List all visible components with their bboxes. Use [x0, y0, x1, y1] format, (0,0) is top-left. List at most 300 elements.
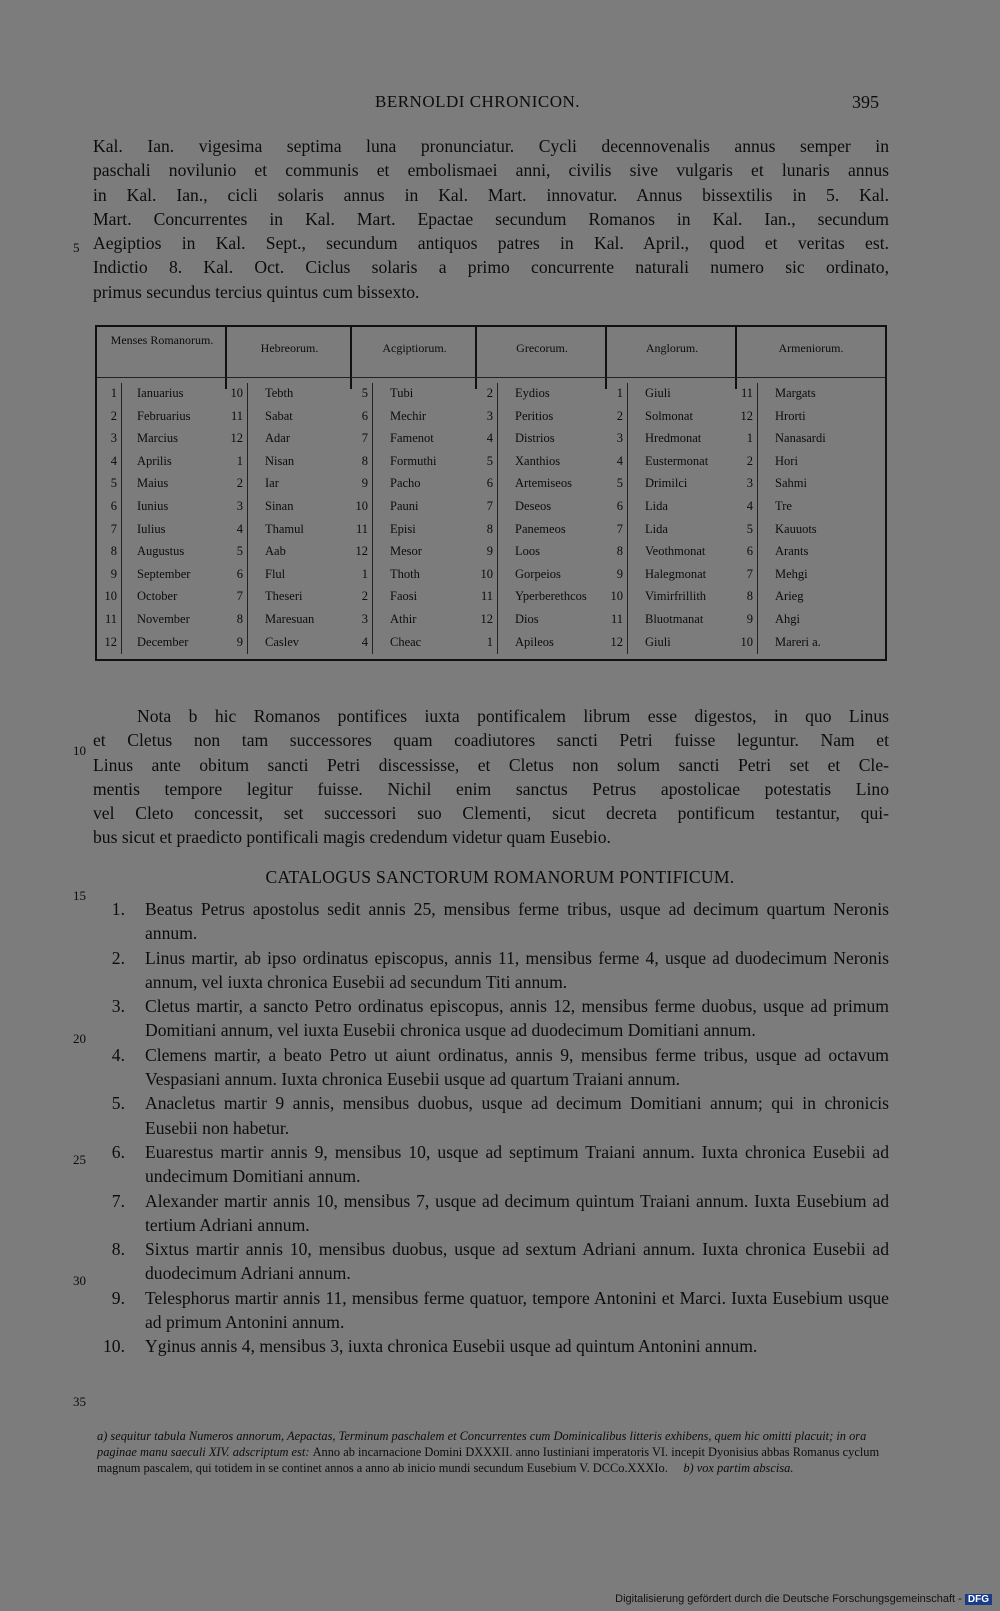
number-separator	[372, 473, 373, 496]
number-separator	[627, 564, 628, 587]
month-name: Arants	[775, 544, 809, 559]
number-separator	[627, 541, 628, 564]
number-separator	[757, 609, 758, 632]
intro-paragraph	[93, 134, 889, 304]
month-number: 11	[355, 521, 368, 536]
number-separator	[121, 609, 122, 632]
number-separator	[247, 406, 248, 429]
month-number: 11	[480, 589, 493, 604]
number-separator	[121, 632, 122, 655]
number-separator	[497, 541, 498, 564]
table-header-cell: Hebreorum.	[260, 341, 319, 355]
month-name: October	[137, 589, 178, 604]
number-separator	[627, 519, 628, 542]
month-name: Vimirfrillith	[645, 589, 707, 604]
month-name: Xanthios	[515, 453, 561, 468]
month-number: 5	[746, 521, 753, 536]
number-separator	[247, 632, 248, 655]
month-name: Giuli	[645, 386, 671, 400]
month-name: Halegmonat	[645, 566, 707, 581]
catalogue-entry	[93, 897, 889, 946]
month-name: Dios	[515, 612, 539, 626]
entry-text: Clemens martir, a beato Petro ut aiunt ordinatus, annis 9, mensibus ferme tribus, usque ad octavum Vespasiani annum. Iuxta chronica Eusebii usque ad quartum Traiani annum.	[145, 1044, 889, 1090]
month-name: Panemeos	[515, 521, 566, 536]
month-number: 12	[740, 408, 753, 423]
running-header	[0, 92, 1000, 120]
footnote-b: b) vox partim abscisa.	[683, 1461, 794, 1475]
month-number: 4	[616, 453, 623, 468]
number-separator	[247, 428, 248, 451]
text-line: Indictio 8. Kal. Oct. Ciclus solaris a primo concurrente naturali numero sic ordinato,	[93, 257, 889, 278]
month-name: Margats	[775, 386, 816, 400]
entry-number: 4.	[111, 1044, 125, 1065]
month-number: 11	[104, 612, 117, 626]
month-number: 8	[746, 589, 753, 604]
month-number: 5	[616, 476, 623, 491]
number-separator	[247, 473, 248, 496]
number-separator	[627, 406, 628, 429]
month-name: Mareri a.	[775, 634, 821, 649]
month-number: 6	[486, 476, 493, 491]
month-name: Distrios	[515, 431, 555, 446]
table-row	[97, 541, 885, 564]
month-number: 7	[746, 566, 753, 581]
month-name: Tubi	[390, 386, 414, 400]
table-header-cell: Acgiptiorum.	[382, 341, 447, 355]
month-number: 1	[746, 431, 753, 446]
entry-text: Alexander martir annis 10, mensibus 7, usque ad decimum quintum Traiani annum. Iuxta Eusebium ad tertium Adriani annum.	[145, 1190, 889, 1235]
month-name: Thoth	[390, 566, 420, 581]
month-number: 1	[236, 453, 243, 468]
entry-number: 10.	[103, 1336, 125, 1357]
month-number: 2	[746, 453, 753, 468]
month-name: Mehgi	[775, 566, 808, 581]
month-number: 5	[486, 453, 493, 468]
catalogue-entry	[93, 1286, 889, 1335]
header-divider	[475, 327, 477, 389]
month-number: 6	[616, 499, 623, 513]
number-separator	[497, 406, 498, 429]
month-number: 4	[361, 634, 368, 649]
month-name: Deseos	[515, 499, 552, 513]
month-name: Nanasardi	[775, 431, 826, 446]
month-name: Maius	[137, 476, 169, 491]
number-separator	[497, 609, 498, 632]
month-number: 8	[486, 521, 493, 536]
number-separator	[121, 473, 122, 496]
entry-text: Beatus Petrus apostolus sedit annis 25, mensibus ferme tribus, usque ad decimum quartum Neronis annum.	[145, 899, 889, 944]
footnote-a-italic: a) sequitur tabula Numeros annorum, Aepactas, Terminum paschalem et Concurrentes cum Dominicalibus litteris exhibens, quem hic omitti placuit; in ora paginae manu saeculi XIV. adscriptum est:	[97, 1429, 867, 1459]
month-name: December	[137, 634, 189, 649]
month-number: 7	[110, 521, 117, 536]
month-number: 6	[110, 499, 117, 513]
month-number: 1	[616, 386, 623, 400]
month-name: Lida	[645, 499, 668, 513]
month-name: Kauuots	[775, 521, 817, 536]
month-number: 7	[236, 589, 243, 604]
month-name: Lida	[645, 521, 668, 536]
header-divider	[735, 327, 737, 389]
catalogue-entry	[93, 1334, 889, 1358]
entry-number: 2.	[111, 947, 125, 968]
month-name: Athir	[390, 612, 417, 626]
month-name: Solmonat	[645, 408, 693, 423]
month-name: Mechir	[390, 408, 427, 423]
month-number: 2	[486, 386, 493, 400]
text-line: et Cletus non tam successores quam coadiutores sancti Petri fuisse leguntur. Nam et	[93, 730, 889, 751]
month-number: 8	[236, 612, 243, 626]
month-name: Augustus	[137, 544, 185, 559]
month-number: 4	[486, 431, 493, 446]
month-number: 11	[230, 408, 243, 423]
header-divider	[225, 327, 227, 389]
month-name: Pauni	[390, 499, 419, 513]
month-number: 1	[486, 634, 493, 649]
month-name: Eustermonat	[645, 453, 709, 468]
number-separator	[757, 473, 758, 496]
table-row	[97, 496, 885, 519]
number-separator	[121, 406, 122, 429]
month-name: Formuthi	[390, 453, 437, 468]
month-number: 6	[361, 408, 368, 423]
entry-text: Sixtus martir annis 10, mensibus duobus, usque ad sextum Adriani annum. Iuxta chronica Eusebii ad duodecimum Adriani annum.	[145, 1239, 889, 1284]
month-number: 9	[236, 634, 243, 649]
month-number: 12	[104, 634, 117, 649]
number-separator	[757, 586, 758, 609]
month-name: Loos	[515, 544, 540, 559]
number-separator	[247, 383, 248, 406]
month-number: 7	[616, 521, 623, 536]
month-number: 2	[361, 589, 368, 604]
entry-number: 8.	[111, 1239, 125, 1260]
month-name: Arieg	[775, 589, 804, 604]
month-name: Sahmi	[775, 476, 807, 491]
month-name: Nisan	[265, 453, 295, 468]
catalogue-entry	[93, 1043, 889, 1092]
month-number: 8	[110, 544, 117, 559]
number-separator	[497, 383, 498, 406]
month-number: 10	[610, 589, 623, 604]
text-line: Nota b hic Romanos pontifices iuxta pontificalem librum esse digestos, in quo Linus	[137, 706, 889, 726]
number-separator	[247, 586, 248, 609]
catalogue-entry	[93, 994, 889, 1043]
month-number: 6	[746, 544, 753, 559]
month-name: Iunius	[137, 499, 169, 513]
month-name: Faosi	[390, 589, 418, 604]
entry-number: 5.	[111, 1093, 125, 1114]
number-separator	[372, 383, 373, 406]
month-number: 8	[361, 453, 368, 468]
month-name: Cheac	[390, 634, 422, 649]
number-separator	[372, 632, 373, 655]
month-name: Famenot	[390, 431, 434, 446]
catalogue-title: CATALOGUS SANCTORUM ROMANORUM PONTIFICUM.	[265, 867, 735, 887]
month-number: 9	[110, 566, 117, 581]
text-line: Mart. Concurrentes in Kal. Mart. Epactae secundum Romanos in Kal. Ian., secundum	[93, 208, 889, 229]
number-separator	[121, 451, 122, 474]
table-row	[97, 473, 885, 496]
table-row	[97, 564, 885, 587]
table-header-cell: Grecorum.	[516, 341, 568, 355]
table-row	[97, 428, 885, 451]
catalogue-entry	[93, 1237, 889, 1286]
line-number: 20	[73, 1031, 86, 1046]
month-name: September	[137, 566, 191, 581]
number-separator	[497, 632, 498, 655]
number-separator	[497, 496, 498, 519]
month-name: November	[137, 612, 190, 626]
month-number: 11	[610, 612, 623, 626]
month-name: Hrorti	[775, 408, 806, 423]
month-number: 2	[616, 408, 623, 423]
number-separator	[372, 564, 373, 587]
month-number: 8	[616, 544, 623, 559]
table-header-cell: Anglorum.	[645, 341, 699, 355]
table-row	[97, 519, 885, 542]
text-line: paschali novilunio et communis et embolismaei anni, civilis sive vulgaris et lunaris annus	[93, 160, 889, 181]
month-number: 7	[486, 499, 493, 513]
month-number: 4	[110, 453, 117, 468]
month-number: 9	[616, 566, 623, 581]
entry-number: 7.	[111, 1190, 125, 1211]
table-header-cell: Armeniorum.	[778, 341, 844, 355]
number-separator	[627, 609, 628, 632]
text-line: mentis tempore legitur fuisse. Nichil enim sanctus Petrus apostolicae potestatis Lino	[93, 778, 889, 799]
month-name: Aprilis	[137, 453, 172, 468]
number-separator	[757, 383, 758, 406]
running-title: BERNOLDI CHRONICON.	[375, 92, 580, 111]
number-separator	[247, 609, 248, 632]
text-line: bus sicut et praedicto pontificali magis credendum videtur quam Eusebio.	[93, 827, 611, 848]
entry-text: Cletus martir, a sancto Petro ordinatus episcopus, annis 12, mensibus ferme duobus, usque ad primum Domitiani annum, vel iuxta Eusebii chronica usque ad duodecimum Domitiani annum.	[145, 996, 889, 1041]
month-number: 12	[480, 612, 493, 626]
month-name: Gorpeios	[515, 566, 561, 581]
month-name: Caslev	[265, 634, 300, 649]
header-rule	[97, 377, 885, 378]
month-number: 4	[236, 521, 243, 536]
table-header-cell: Menses Romanorum.	[110, 333, 214, 347]
month-name: Iulius	[137, 521, 166, 536]
number-separator	[247, 541, 248, 564]
month-number: 3	[110, 431, 117, 446]
month-name: Veothmonat	[645, 544, 706, 559]
number-separator	[627, 632, 628, 655]
number-separator	[627, 428, 628, 451]
header-divider	[605, 327, 607, 389]
number-separator	[497, 473, 498, 496]
month-name: Aab	[265, 544, 286, 559]
number-separator	[627, 451, 628, 474]
month-name: Marcius	[137, 431, 178, 446]
month-name: Flul	[265, 566, 286, 581]
month-number: 2	[236, 476, 243, 491]
number-separator	[372, 519, 373, 542]
month-number: 3	[486, 408, 493, 423]
number-separator	[497, 428, 498, 451]
month-number: 3	[361, 612, 368, 626]
line-number: 30	[73, 1273, 86, 1288]
number-separator	[627, 586, 628, 609]
number-separator	[247, 564, 248, 587]
number-separator	[121, 428, 122, 451]
month-name: Yperberethcos	[515, 589, 587, 604]
number-separator	[121, 383, 122, 406]
text-line: in Kal. Ian., cicli solaris annus in Kal. Mart. innovatur. Annus bissextilis in 5. Kal.	[93, 184, 889, 205]
number-separator	[247, 496, 248, 519]
number-separator	[372, 406, 373, 429]
table-row	[97, 383, 885, 406]
month-number: 5	[236, 544, 243, 559]
number-separator	[372, 496, 373, 519]
entry-number: 1.	[111, 899, 125, 919]
pontiff-catalogue	[93, 897, 889, 1359]
table-row	[97, 632, 885, 655]
table-row	[97, 586, 885, 609]
month-number: 9	[361, 476, 368, 491]
month-name: Apileos	[515, 634, 554, 649]
entry-text: Anacletus martir 9 annis, mensibus duobus, usque ad decimum Domitiani annum; qui in chronicis Eusebii non habetur.	[145, 1093, 889, 1138]
number-separator	[372, 609, 373, 632]
number-separator	[757, 564, 758, 587]
text-line: Linus ante obitum sancti Petri discessisse, et Cletus non solum sancti Petri set et Cle-	[93, 754, 889, 775]
month-number: 11	[740, 386, 753, 400]
month-name: Iar	[265, 476, 279, 491]
catalogue-entry	[93, 1189, 889, 1238]
table-row	[97, 451, 885, 474]
entry-text: Euarestus martir annis 9, mensibus 10, usque ad septimum Traiani annum. Iuxta chronica Eusebii ad undecimum Domitiani annum.	[145, 1141, 889, 1187]
text-line: vel Cleto concessit, set successori suo Clementi, sicut decreta pontificum testantur, qui-	[93, 803, 889, 824]
month-name: Tebth	[265, 386, 294, 400]
number-separator	[627, 496, 628, 519]
month-number: 3	[746, 476, 753, 491]
month-name: Mesor	[390, 544, 422, 559]
dfg-logo: DFG	[965, 1594, 992, 1605]
month-name: Maresuan	[265, 612, 315, 626]
month-number: 6	[236, 566, 243, 581]
entry-number: 9.	[111, 1287, 125, 1308]
text-line: Aegiptios in Kal. Sept., secundum antiquos patres in Kal. April., quod et veritas est.	[93, 233, 889, 254]
month-number: 5	[110, 476, 117, 491]
entry-number: 6.	[111, 1141, 125, 1162]
month-number: 3	[236, 499, 243, 513]
month-name: Sabat	[265, 408, 293, 423]
credit-text: Digitalisierung gefördert durch die Deutsche Forschungsgemeinschaft -	[615, 1593, 962, 1605]
month-name: Hredmonat	[645, 431, 702, 446]
month-name: Adar	[265, 431, 290, 446]
number-separator	[627, 383, 628, 406]
number-separator	[757, 519, 758, 542]
month-name: Peritios	[515, 408, 554, 423]
month-number: 12	[610, 634, 623, 649]
month-number: 9	[746, 612, 753, 626]
nota-paragraph	[93, 704, 889, 850]
entry-text: Telesphorus martir annis 11, mensibus ferme quatuor, tempore Antonini et Marci. Iuxta Eusebium usque ad primum Antonini annum.	[145, 1287, 889, 1333]
catalogue-entry	[93, 1091, 889, 1140]
number-separator	[627, 473, 628, 496]
line-number: 15	[73, 888, 86, 903]
number-separator	[372, 586, 373, 609]
month-number: 3	[616, 431, 623, 446]
line-number: 25	[73, 1152, 86, 1167]
table-row	[97, 609, 885, 632]
month-number: 4	[746, 499, 753, 513]
footnote-a-plain: Anno ab incarnacione Domini DXXXII. anno Iustiniani imperatoris VI. incepit Dyonisius abbas Romanus cyclum magnum pascalem, qui totidem in se continet annos a anno ab inicio mundi secundum Eusebium V. DCCo.XXXIo.	[97, 1445, 880, 1475]
number-separator	[121, 564, 122, 587]
line-number: 10	[73, 743, 86, 758]
number-separator	[757, 496, 758, 519]
number-separator	[757, 406, 758, 429]
month-name: Drimilci	[645, 476, 688, 491]
catalogue-entry	[93, 946, 889, 995]
catalogue-entry	[93, 1140, 889, 1189]
number-separator	[757, 541, 758, 564]
number-separator	[497, 451, 498, 474]
month-number: 12	[355, 544, 368, 559]
line-number: 5	[73, 240, 80, 255]
month-name: Ianuarius	[137, 386, 184, 400]
month-number: 1	[361, 566, 368, 581]
text-line: Kal. Ian. vigesima septima luna pronunciatur. Cycli decennovenalis annus semper in	[93, 136, 889, 156]
number-separator	[372, 451, 373, 474]
months-table	[95, 325, 887, 661]
number-separator	[121, 496, 122, 519]
header-divider	[350, 327, 352, 389]
digitization-credit	[615, 1593, 992, 1605]
month-name: Februarius	[137, 408, 191, 423]
month-number: 9	[486, 544, 493, 559]
number-separator	[121, 519, 122, 542]
month-number: 2	[110, 408, 117, 423]
month-name: Eydios	[515, 386, 550, 400]
number-separator	[121, 586, 122, 609]
month-number: 10	[480, 566, 493, 581]
number-separator	[247, 451, 248, 474]
footnotes	[97, 1428, 887, 1476]
month-name: Pacho	[390, 476, 421, 491]
month-name: Sinan	[265, 499, 294, 513]
entry-text: Yginus annis 4, mensibus 3, iuxta chronica Eusebii usque ad quintum Antonini annum.	[145, 1336, 758, 1357]
number-separator	[372, 541, 373, 564]
number-separator	[497, 564, 498, 587]
month-number: 5	[361, 386, 368, 400]
number-separator	[757, 428, 758, 451]
month-name: Artemiseos	[515, 476, 572, 491]
month-name: Ahgi	[775, 612, 800, 626]
number-separator	[497, 586, 498, 609]
month-name: Episi	[390, 521, 416, 536]
month-name: Theseri	[265, 589, 303, 604]
number-separator	[121, 541, 122, 564]
text-line: primus secundus tercius quintus cum bissexto.	[93, 281, 420, 302]
month-number: 7	[361, 431, 368, 446]
number-separator	[247, 519, 248, 542]
month-number: 10	[740, 634, 753, 649]
number-separator	[757, 451, 758, 474]
number-separator	[372, 428, 373, 451]
month-number: 12	[230, 431, 243, 446]
number-separator	[497, 519, 498, 542]
page-number: 395	[852, 92, 879, 112]
month-name: Hori	[775, 453, 798, 468]
line-number: 35	[73, 1394, 86, 1409]
month-number: 10	[355, 499, 368, 513]
table-row	[97, 406, 885, 429]
entry-number: 3.	[111, 996, 125, 1017]
number-separator	[757, 632, 758, 655]
month-number: 10	[104, 589, 117, 604]
month-name: Tre	[775, 499, 792, 513]
month-number: 10	[230, 386, 243, 400]
